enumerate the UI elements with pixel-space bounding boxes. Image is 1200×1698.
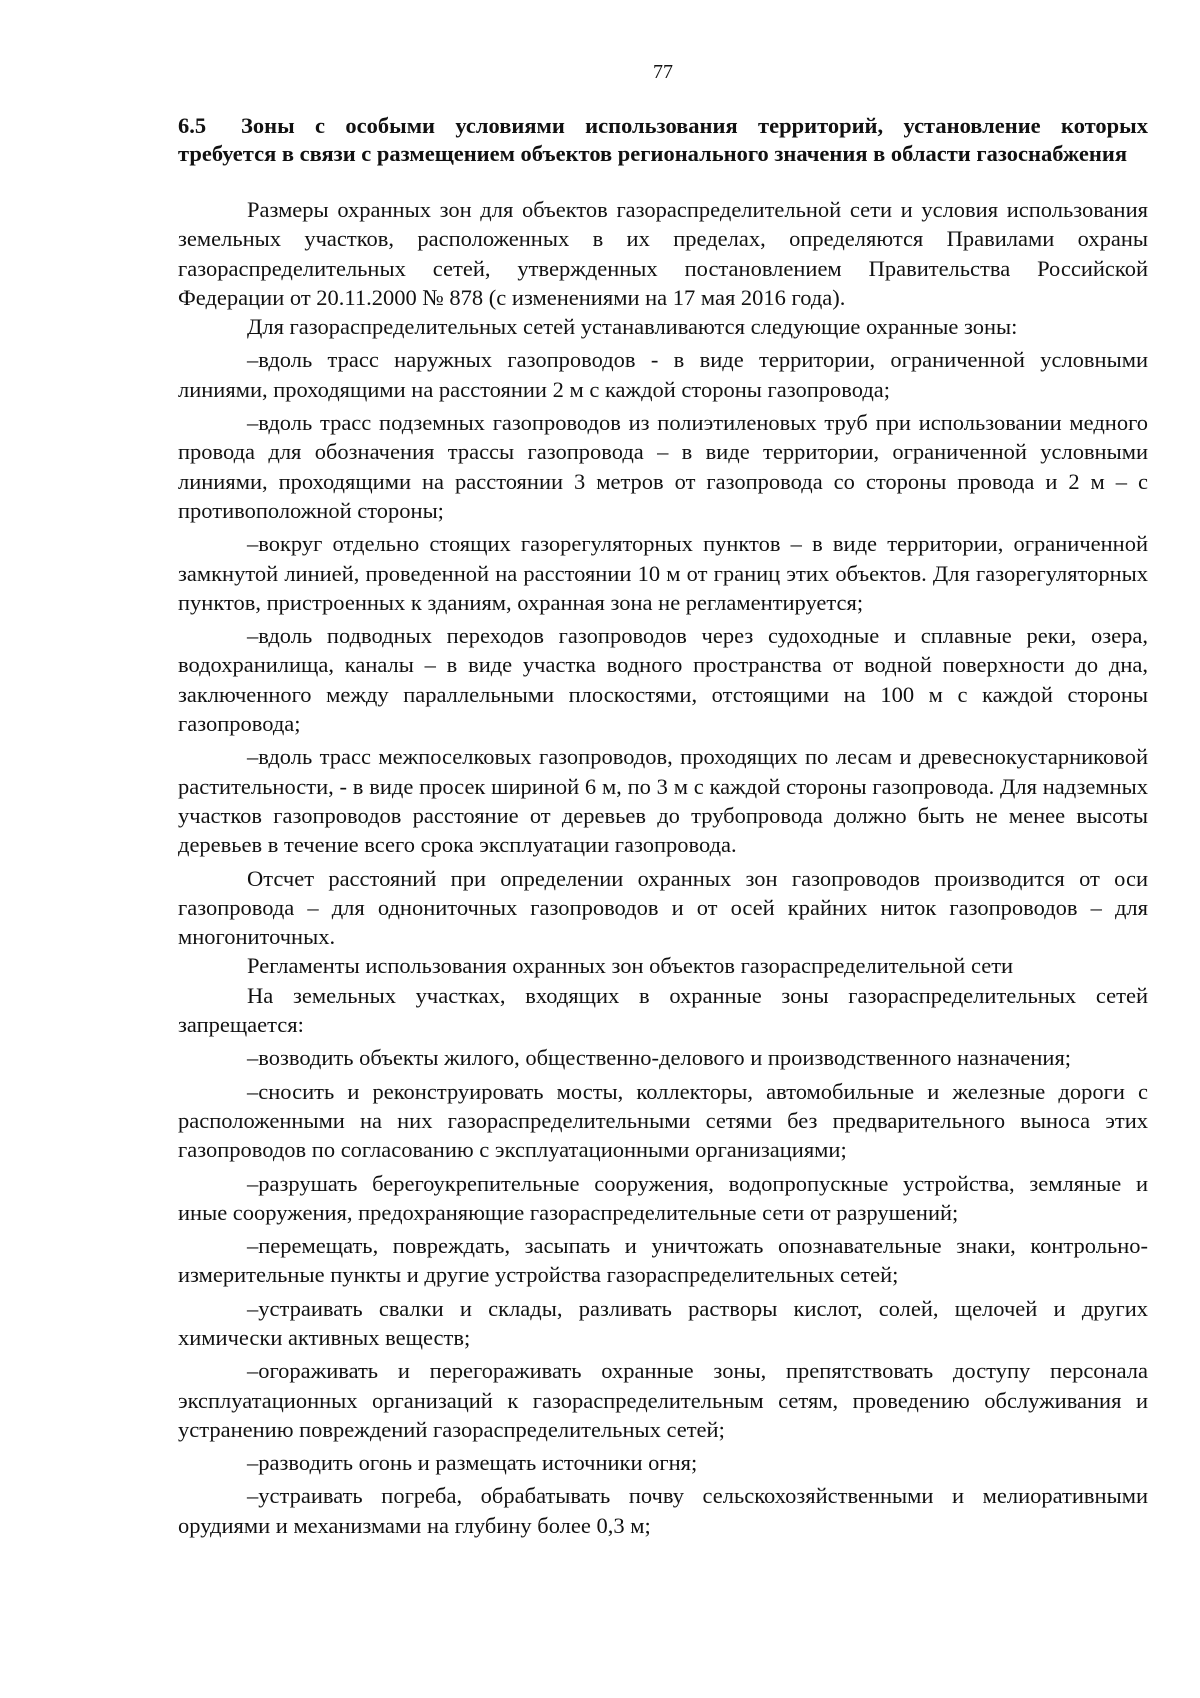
body-paragraph: Отсчет расстояний при определении охранных зон газопроводов производится от оси газопровода – для однониточных газопроводов и от осей крайних ниток газопроводов – для многониточных. bbox=[178, 865, 1148, 950]
zone-list-item: –вокруг отдельно стоящих газорегуляторных пунктов – в виде территории, ограниченной замкнутой линией, проведенной на расстоянии 10 м от границ этих объектов. Для газорегуляторных пунктов, пристроенных к зданиям, охранная зона не регламентируется; bbox=[178, 531, 1148, 615]
intro-paragraph: Размеры охранных зон для объектов газораспределительной сети и условия использования земельных участков, расположенных в их пределах, определяются Правилами охраны газораспределительных сетей, утвержденных постановлением Правительства Российской Федерации от 20.11.2000 № 878 (с изменениями на 17 мая 2016 года). bbox=[178, 197, 1148, 310]
intro-paragraph: Для газораспределительных сетей устанавливаются следующие охранные зоны: bbox=[247, 314, 1018, 340]
regulations-subheading: Регламенты использования охранных зон объектов газораспределительной сети bbox=[247, 953, 1014, 979]
section-title: Зоны с особыми условиями использования территорий, установление которых требуется в связи с размещением объектов регионального значения в области газоснабжения bbox=[178, 113, 1148, 166]
prohibited-list-item: –устраивать свалки и склады, разливать растворы кислот, солей, щелочей и других химически активных веществ; bbox=[178, 1295, 1148, 1350]
section-number: 6.5 bbox=[178, 113, 207, 138]
zone-list-item: –вдоль трасс подземных газопроводов из полиэтиленовых труб при использовании медного провода для обозначения трассы газопровода – в виде территории, ограниченной условными линиями, проходящими на расстоянии 3 метров от газопровода со стороны провода и 2 м – с противоположной стороны; bbox=[178, 410, 1148, 523]
zone-list-item: –вдоль трасс межпоселковых газопроводов, проходящих по лесам и древеснокустарниковой растительности, - в виде просек шириной 6 м, по 3 м с каждой стороны газопровода. Для надземных участков газопроводов расстояние от деревьев до трубопровода должно быть не менее высоты деревьев в течение всего срока эксплуатации газопровода. bbox=[178, 744, 1148, 858]
prohibited-list-item: –разрушать берегоукрепительные сооружения, водопропускные устройства, земляные и иные сооружения, предохраняющие газораспределительные сети от разрушений; bbox=[178, 1170, 1148, 1225]
zone-list-item: –вдоль трасс наружных газопроводов - в виде территории, ограниченной условными линиями, проходящими на расстоянии 2 м с каждой стороны газопровода; bbox=[178, 347, 1148, 402]
page-number: 77 bbox=[653, 61, 673, 83]
prohibited-list-item: –возводить объекты жилого, общественно-делового и производственного назначения; bbox=[247, 1045, 1072, 1071]
prohibited-list-item: –перемещать, повреждать, засыпать и уничтожать опознавательные знаки, контрольно-измерительные пункты и другие устройства газораспределительных сетей; bbox=[178, 1233, 1148, 1288]
zone-list-item: –вдоль подводных переходов газопроводов через судоходные и сплавные реки, озера, водохранилища, каналы – в виде участка водного пространства от водной поверхности до дна, заключенного между параллельными плоскостями, отстоящими на 100 м с каждой стороны газопровода; bbox=[178, 623, 1148, 737]
document-page bbox=[178, 60, 1148, 1540]
prohibited-list-item: –устраивать погреба, обрабатывать почву сельскохозяйственными и мелиоративными орудиями и механизмами на глубину более 0,3 м; bbox=[178, 1483, 1148, 1538]
prohibited-list-item: –разводить огонь и размещать источники огня; bbox=[247, 1450, 698, 1476]
prohibited-list-item: –сносить и реконструировать мосты, коллекторы, автомобильные и железные дороги с расположенными на них газораспределительными сетями без предварительного выноса этих газопроводов по согласованию с эксплуатационными организациями; bbox=[178, 1078, 1148, 1163]
body-paragraph: На земельных участках, входящих в охранные зоны газораспределительных сетей запрещается: bbox=[178, 982, 1148, 1038]
prohibited-list-item: –огораживать и перегораживать охранные зоны, препятствовать доступу персонала эксплуатационных организаций к газораспределительным сетям, проведению обслуживания и устранению повреждений газораспределительных сетей; bbox=[178, 1358, 1148, 1442]
section-heading bbox=[178, 112, 1148, 167]
